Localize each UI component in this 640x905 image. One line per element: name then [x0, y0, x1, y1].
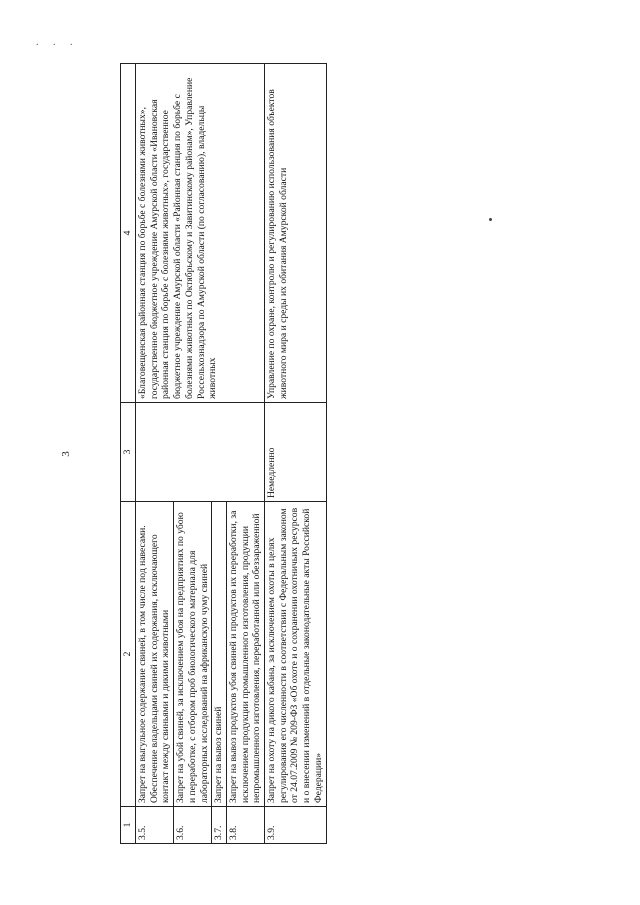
row-number: 3.9.: [265, 807, 327, 844]
row-number: 3.5.: [136, 807, 174, 844]
term-cell: [212, 403, 227, 502]
rotated-page: [120, 64, 360, 844]
measure-text: Запрет на выгульное содержание свиней, в том числе под навесами. Обеспечение владельцами свиней их содержания, исключающего контакт между свиньями и дикими животными: [136, 502, 174, 807]
scan-speck: [489, 218, 492, 221]
row-number: 3.7.: [212, 807, 227, 844]
header-cell-2: 2: [121, 502, 136, 807]
responsible-cell: «Благовещенская районная станция по борьбе с болезнями животных», государственное бюджетное учреждение Амурской области «Ивановская районная станция по борьбе с болезнями животных», государственное бюджетное учреждение Амурской области «Районная станция по борьбе с болезнями животных по Октябрьскому и Завитинскому районам», Управление Россельхознадзора по Амурской области (по согласованию), владельцы животных: [136, 64, 265, 403]
header-cell-3: 3: [121, 403, 136, 502]
measure-text: Запрет на вывоз продуктов убоя свиней и продуктов их переработки, за исключением продукции промышленного изготовления, продукции непромышленного изготовления, переработанной или обеззараженной: [226, 502, 264, 807]
page-number: 3: [59, 451, 72, 457]
table-row: [136, 64, 174, 844]
header-cell-4: 4: [121, 64, 136, 403]
header-cell-1: 1: [121, 807, 136, 844]
header-row: [121, 64, 136, 844]
responsible-cell: Управление по охране, контролю и регулированию использования объектов животного мира и среды их обитания Амурской области: [265, 64, 327, 403]
measure-text: Запрет на охоту на дикого кабана, за исключением охоты в целях регулирования его численности в соответствии с Федеральным законом от 24.07.2009 № 209-ФЗ «Об охоте и о сохранении охотничьих ресурсов и о внесении изменений в отдельные законодательные акты Российской Федерации»: [265, 502, 327, 807]
term-cell: [226, 403, 264, 502]
measures-table: [120, 63, 327, 844]
table-row: [265, 64, 327, 844]
row-number: 3.6.: [174, 807, 212, 844]
row-number: 3.8.: [226, 807, 264, 844]
term-cell: [174, 403, 212, 502]
term-cell: Немедленно: [265, 403, 327, 502]
term-cell: [136, 403, 174, 502]
measure-text: Запрет на убой свиней, за исключением убоя на предприятиях по убою и переработке, с отбором проб биологического материала для лабораторных исследований на африканскую чуму свиней: [174, 502, 212, 807]
measure-text: Запрет на вывоз свиней: [212, 502, 227, 807]
scan-marks: . . .: [36, 37, 79, 48]
